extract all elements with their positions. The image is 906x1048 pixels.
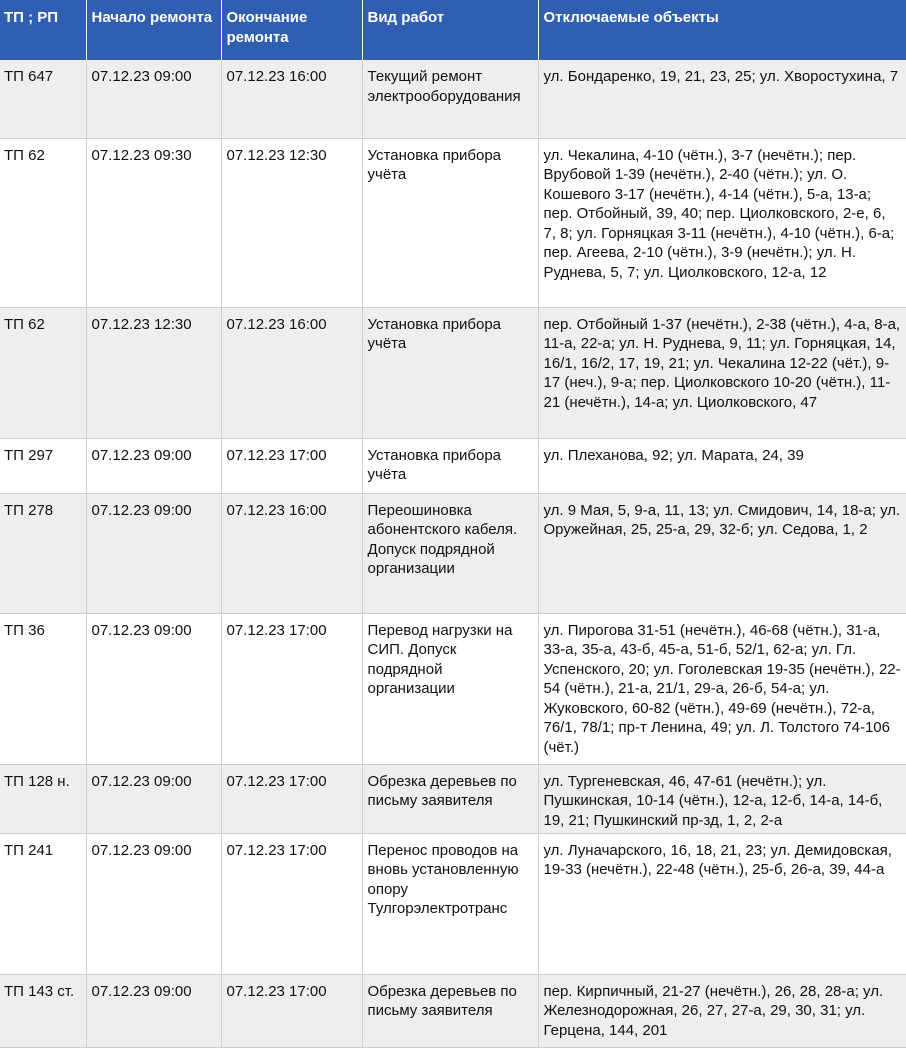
table-row [0, 974, 906, 1047]
header-end: Окончание ремонта [221, 0, 362, 60]
cell-start: 07.12.23 12:30 [86, 307, 221, 438]
table-row [0, 60, 906, 138]
cell-substation: ТП 647 [0, 60, 86, 138]
cell-work-type: Перевод нагрузки на СИП. Допуск подрядной организации [362, 613, 538, 764]
cell-work-type: Установка прибора учёта [362, 138, 538, 307]
table-row [0, 138, 906, 307]
cell-start: 07.12.23 09:00 [86, 613, 221, 764]
cell-objects: ул. Чекалина, 4-10 (чётн.), 3-7 (нечётн.); пер. Врубовой 1-39 (нечётн.), 2-40 (чётн.); ул. О. Кошевого 3-17 (нечётн.), 4-14 (чётн.), 5-а, 13-а; пер. Отбойный, 39, 40; пер. Циолковского, 2-е, 6, 7, 8; ул. Горняцкая 3-11 (нечётн.), 4-10 (чётн.), 6-а; пер. Агеева, 2-10 (чётн.), 3-9 (нечётн.); ул. Н. Руднева, 5, 7; ул. Циолковского, 12-а, 12 [538, 138, 906, 307]
header-objects: Отключаемые объекты [538, 0, 906, 60]
cell-substation: ТП 62 [0, 307, 86, 438]
table-row [0, 613, 906, 764]
table-row [0, 764, 906, 833]
cell-start: 07.12.23 09:30 [86, 138, 221, 307]
cell-start: 07.12.23 09:00 [86, 974, 221, 1047]
table-row [0, 833, 906, 974]
cell-work-type: Перенос проводов на вновь установленную опору Тулгорэлектротранс [362, 833, 538, 974]
table-row [0, 438, 906, 493]
cell-work-type: Установка прибора учёта [362, 307, 538, 438]
cell-substation: ТП 62 [0, 138, 86, 307]
cell-substation: ТП 241 [0, 833, 86, 974]
cell-start: 07.12.23 09:00 [86, 833, 221, 974]
cell-end: 07.12.23 17:00 [221, 438, 362, 493]
cell-end: 07.12.23 16:00 [221, 307, 362, 438]
header-substation: ТП ; РП [0, 0, 86, 60]
header-work-type: Вид работ [362, 0, 538, 60]
cell-end: 07.12.23 16:00 [221, 60, 362, 138]
cell-work-type: Обрезка деревьев по письму заявителя [362, 974, 538, 1047]
table-header-row [0, 0, 906, 60]
cell-objects: ул. Луначарского, 16, 18, 21, 23; ул. Демидовская, 19-33 (нечётн.), 22-48 (чётн.), 25-б, 26-а, 39, 44-а [538, 833, 906, 974]
cell-end: 07.12.23 17:00 [221, 833, 362, 974]
cell-objects: ул. Пирогова 31-51 (нечётн.), 46-68 (чётн.), 31-а, 33-а, 35-а, 43-б, 45-а, 51-б, 52/1, 62-а; ул. Гл. Успенского, 20; ул. Гоголевская 19-35 (нечётн.), 22-54 (чётн.), 21-а, 21/1, 29-а, 26-б, 54-а; ул. Жуковского, 60-82 (чётн.), 49-69 (нечётн.), 72-а, 76/1, 78/1; пр-т Ленина, 49; ул. Л. Толстого 74-106 (чёт.) [538, 613, 906, 764]
cell-work-type: Текущий ремонт электрооборудования [362, 60, 538, 138]
cell-end: 07.12.23 17:00 [221, 613, 362, 764]
cell-end: 07.12.23 17:00 [221, 974, 362, 1047]
cell-end: 07.12.23 12:30 [221, 138, 362, 307]
cell-objects: пер. Кирпичный, 21-27 (нечётн.), 26, 28, 28-а; ул. Железнодорожная, 26, 27, 27-а, 29, 30, 31; ул. Герцена, 144, 201 [538, 974, 906, 1047]
cell-objects: ул. 9 Мая, 5, 9-а, 11, 13; ул. Смидович, 14, 18-а; ул. Оружейная, 25, 25-а, 29, 32-б; ул. Седова, 1, 2 [538, 493, 906, 613]
cell-work-type: Переошиновка абонентского кабеля. Допуск подрядной организации [362, 493, 538, 613]
cell-objects: пер. Отбойный 1-37 (нечётн.), 2-38 (чётн.), 4-а, 8-а, 11-а, 22-а; ул. Н. Руднева, 9, 11; ул. Горняцкая, 14, 16/1, 16/2, 17, 19, 21; ул. Чекалина 12-22 (чёт.), 9-17 (неч.), 9-а; пер. Циолковского 10-20 (чётн.), 11-21 (нечётн.), 14-а; ул. Циолковского, 47 [538, 307, 906, 438]
cell-substation: ТП 36 [0, 613, 86, 764]
cell-substation: ТП 128 н. [0, 764, 86, 833]
cell-substation: ТП 143 ст. [0, 974, 86, 1047]
table-row [0, 307, 906, 438]
cell-start: 07.12.23 09:00 [86, 493, 221, 613]
cell-end: 07.12.23 16:00 [221, 493, 362, 613]
cell-start: 07.12.23 09:00 [86, 438, 221, 493]
cell-end: 07.12.23 17:00 [221, 764, 362, 833]
cell-start: 07.12.23 09:00 [86, 60, 221, 138]
cell-objects: ул. Плеханова, 92; ул. Марата, 24, 39 [538, 438, 906, 493]
header-start: Начало ремонта [86, 0, 221, 60]
cell-substation: ТП 278 [0, 493, 86, 613]
cell-substation: ТП 297 [0, 438, 86, 493]
cell-objects: ул. Тургеневская, 46, 47-61 (нечётн.); ул. Пушкинская, 10-14 (чётн.), 12-а, 12-б, 14-а, 14-б, 19, 21; Пушкинский пр-зд, 1, 2, 2-а [538, 764, 906, 833]
cell-work-type: Обрезка деревьев по письму заявителя [362, 764, 538, 833]
cell-objects: ул. Бондаренко, 19, 21, 23, 25; ул. Хворостухина, 7 [538, 60, 906, 138]
cell-work-type: Установка прибора учёта [362, 438, 538, 493]
cell-start: 07.12.23 09:00 [86, 764, 221, 833]
table-row [0, 493, 906, 613]
